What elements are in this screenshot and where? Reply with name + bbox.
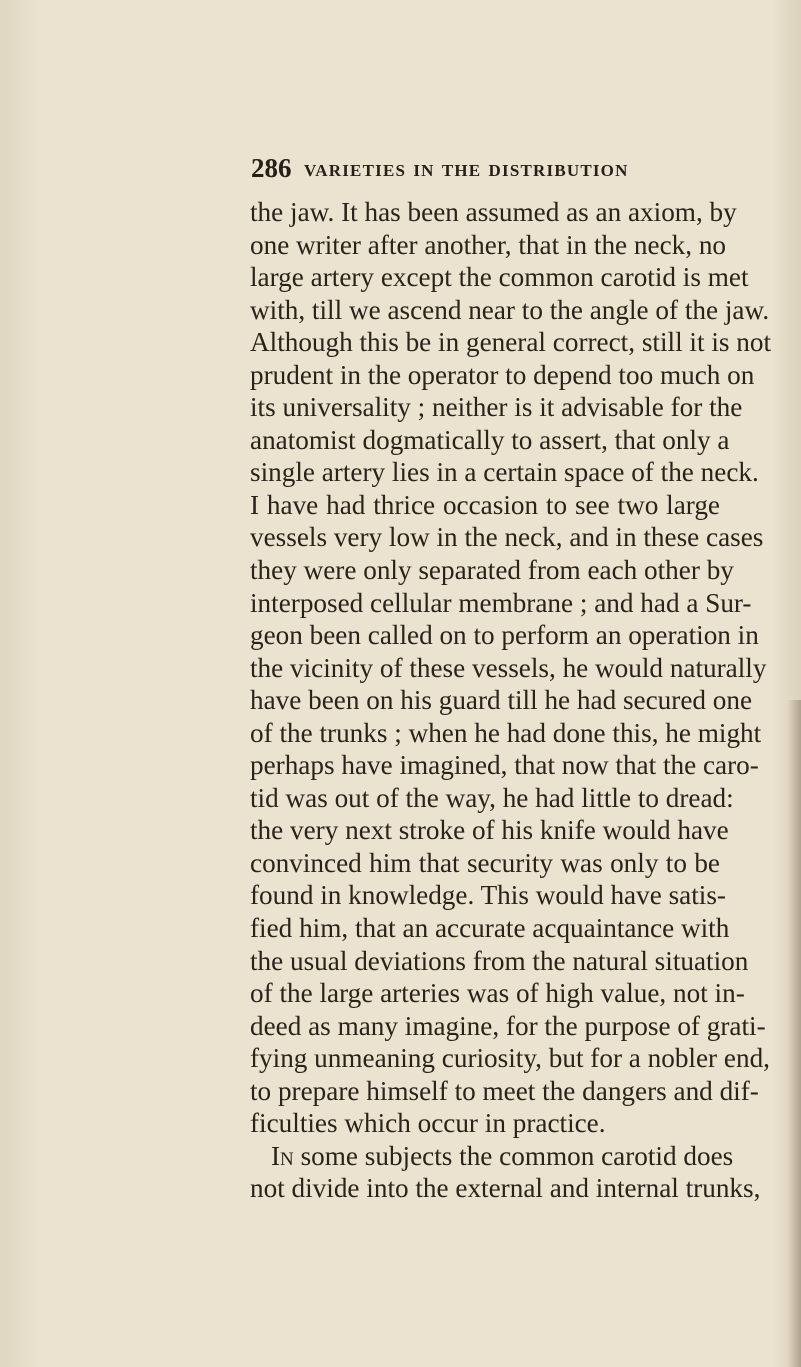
text-line: vessels very low in the neck, and in these cases (250, 522, 764, 553)
text-line: single artery lies in a certain space of the neck. (250, 457, 759, 488)
text-line: the vicinity of these vessels, he would naturally (250, 652, 767, 683)
text-line: fied him, that an accurate acquaintance with (250, 913, 730, 944)
text-line: not divide into the external and internal trunks, (250, 1173, 761, 1204)
text-line: they were only separated from each other by (250, 555, 734, 586)
text-line: the jaw. It has been assumed as an axiom, by (250, 197, 737, 227)
text-line: anatomist dogmatically to assert, that only a (250, 424, 730, 455)
text-line: ficulties which occur in practice. (250, 1108, 606, 1139)
text-line: convinced him that security was only to be (250, 847, 720, 878)
paragraph-start-line (250, 1140, 734, 1173)
page-edge-shadow (787, 700, 801, 1367)
page-number: 286 (251, 153, 292, 183)
text-line: the very next stroke of his knife would have (250, 815, 729, 846)
text-line: of the trunks ; when he had done this, he might (250, 717, 762, 748)
text-line: one writer after another, that in the neck, no (250, 229, 727, 260)
text-line: its universality ; neither is it advisable for the (250, 392, 743, 423)
text-line: have been on his guard till he had secured one (250, 685, 753, 716)
running-head: varieties in the distribution (304, 156, 629, 182)
paragraph-initial: In (271, 1140, 294, 1171)
text-line: the usual deviations from the natural situation (250, 945, 749, 976)
text-line: prudent in the operator to depend too much on (250, 359, 755, 390)
text-line: deed as many imagine, for the purpose of grati- (250, 1010, 766, 1041)
text-line: found in knowledge. This would have satis- (250, 880, 726, 911)
text-line: tid was out of the way, he had little to dread: (250, 782, 734, 813)
text-line: geon been called on to perform an operation in (250, 620, 759, 651)
page-header (251, 150, 721, 190)
text-line: to prepare himself to meet the dangers and dif- (250, 1075, 759, 1106)
text-line: perhaps have imagined, that now that the caro- (250, 750, 759, 781)
text-line: of the large arteries was of high value, not in- (250, 978, 745, 1009)
text-line: fying unmeaning curiosity, but for a nobler end, (250, 1043, 770, 1074)
text-span: some subjects the common carotid does (293, 1140, 734, 1171)
text-line: Although this be in general correct, still it is not (250, 327, 771, 358)
text-line: I have had thrice occasion to see two large (250, 489, 720, 520)
text-line: interposed cellular membrane ; and had a Sur- (250, 587, 752, 618)
text-line: large artery except the common carotid is met (250, 262, 749, 293)
text-line: with, till we ascend near to the angle of the jaw. (250, 294, 770, 325)
body-text (250, 196, 771, 1205)
